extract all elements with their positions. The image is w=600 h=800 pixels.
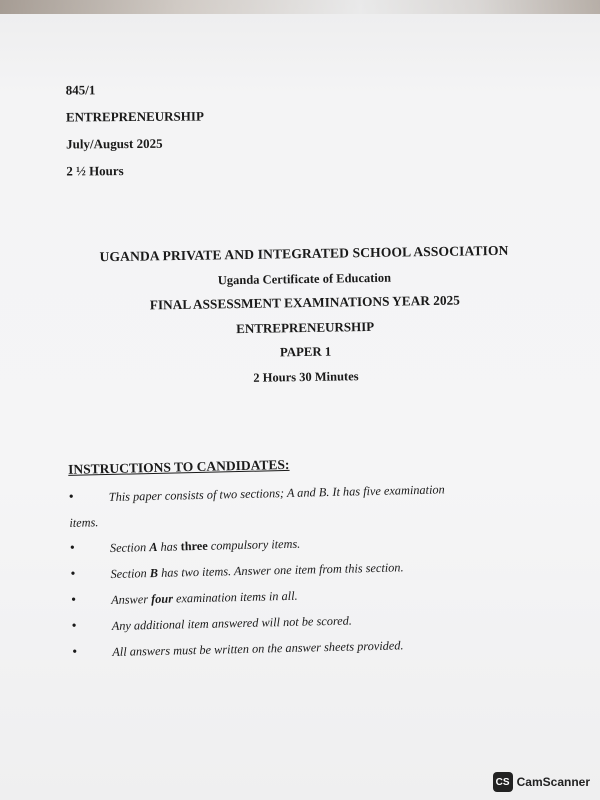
exam-duration: 2 Hours 30 Minutes (253, 368, 359, 385)
camscanner-watermark (493, 772, 590, 792)
paper-session: July/August 2025 (66, 135, 163, 152)
instructions-section (64, 451, 549, 666)
exam-name: FINAL ASSESSMENT EXAMINATIONS YEAR 2025 (149, 292, 460, 313)
instruction-emphasis: four (150, 591, 174, 607)
instruction-text-part: Answer (110, 592, 152, 607)
certificate-name: Uganda Certificate of Education (217, 270, 392, 287)
paper-duration: 2 ½ Hours (66, 163, 124, 179)
camscanner-brand: CamScanner (516, 775, 590, 789)
bullet-icon: • (70, 592, 77, 608)
instruction-text-part: compulsory items. (207, 536, 301, 553)
instruction-text-part: has (157, 539, 181, 554)
instruction-text-wrap: items. (69, 515, 99, 530)
instruction-text-part: Section (109, 540, 150, 555)
instruction-text-part: Section (110, 566, 150, 581)
title-block (39, 238, 571, 393)
association-name: UGANDA PRIVATE AND INTEGRATED SCHOOL ASSOCIATION (99, 242, 509, 265)
instruction-emphasis: three (180, 538, 208, 554)
camscanner-logo-icon: CS (493, 772, 513, 792)
paper-code: 845/1 (65, 82, 96, 98)
scan-edge-shadow (0, 0, 600, 14)
bullet-icon: • (72, 644, 78, 660)
instruction-text: Any additional item answered will not be scored. (111, 613, 353, 633)
bullet-icon: • (70, 566, 76, 582)
paper-number: PAPER 1 (279, 344, 332, 360)
instruction-text-part: examination items in all. (172, 588, 298, 606)
instruction-text: All answers must be written on the answer sheets provided. (112, 638, 404, 659)
instruction-text-part: has two items. Answer one item from this section. (157, 560, 404, 580)
paper-header (66, 76, 205, 185)
bullet-icon: • (69, 540, 76, 556)
subject-name: ENTREPRENEURSHIP (236, 318, 375, 336)
bullet-icon: • (68, 489, 74, 505)
instruction-emphasis: A (149, 539, 158, 555)
bullet-icon: • (71, 618, 77, 634)
instruction-emphasis: B (149, 565, 159, 581)
paper-subject: ENTREPRENEURSHIP (65, 108, 204, 125)
instruction-text: This paper consists of two sections; A and B. It has five examination (108, 482, 445, 504)
instructions-title: INSTRUCTIONS TO CANDIDATES: (67, 456, 290, 477)
